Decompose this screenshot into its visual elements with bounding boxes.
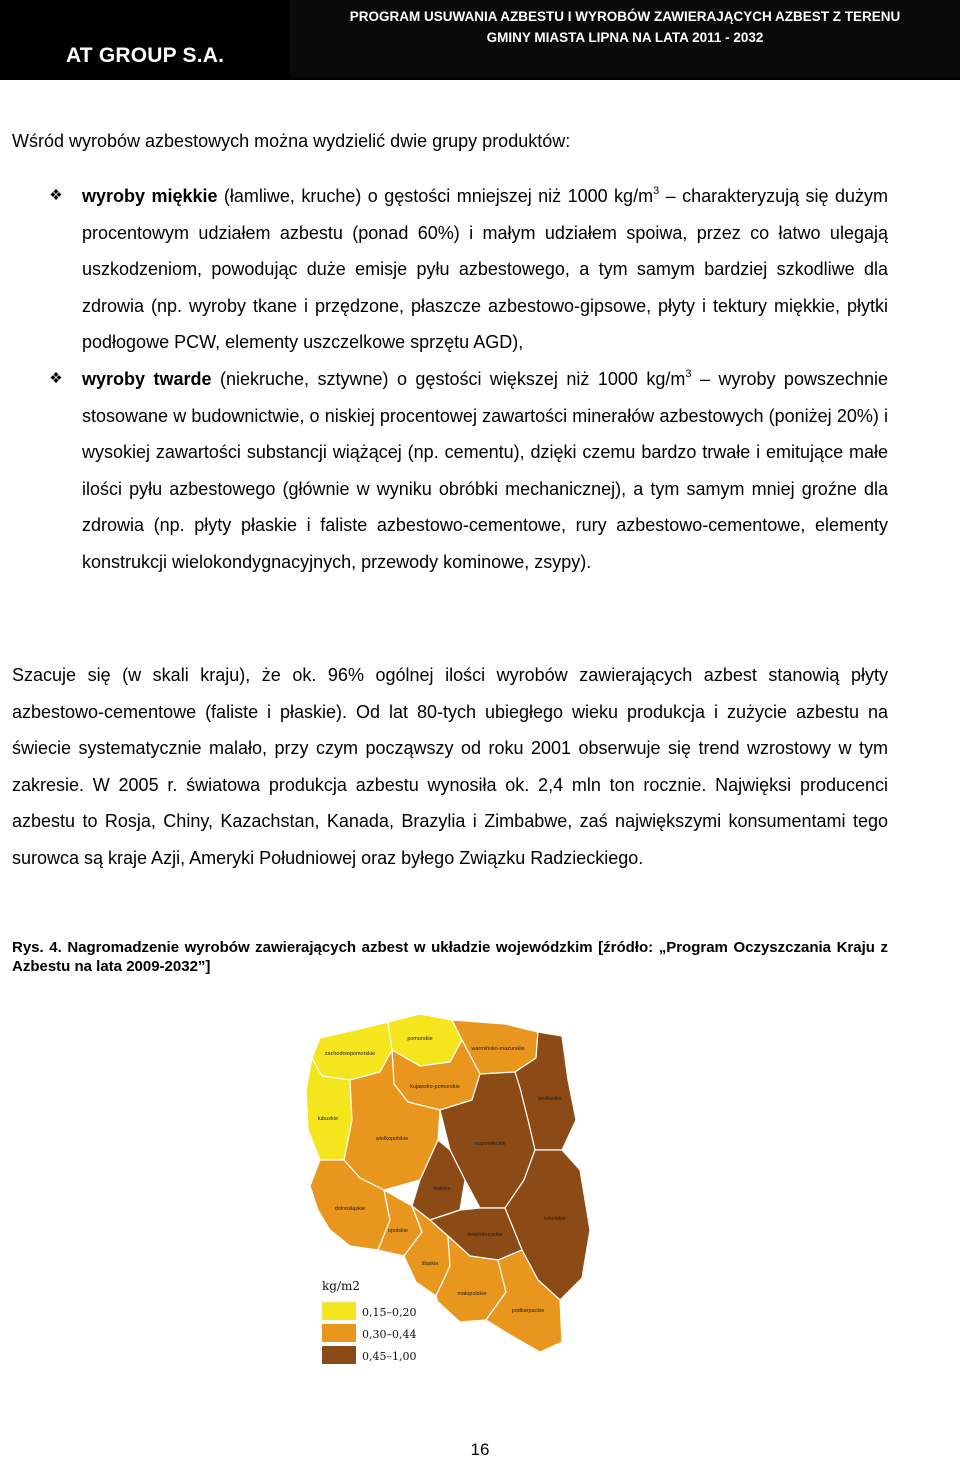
hard-text-a: (niekruche, sztywne) o gęstości większej niż 1000 kg/m <box>211 368 686 389</box>
intro-sentence: Wśród wyrobów azbestowych można wydzielić dwie grupy produktów: <box>12 131 571 151</box>
term-hard: wyroby twarde <box>82 368 212 389</box>
legend-label-low: 0,15–0,20 <box>362 1306 417 1319</box>
legend-swatch-low <box>322 1302 356 1320</box>
soft-superscript: 3 <box>653 185 660 197</box>
body-paragraph: Szacuje się (w skali kraju), że ok. 96% ogólnej ilości wyrobów zawierających azbest stanowią płyty azbestowo-cementowe (faliste i płaskie). Od lat 80-tych ubiegłego wieku produkcja i zużycie azbestu na świecie systematycznie malało, przy czym począwszy od roku 2001 obserwuje się trend wzrostowy w tym zakresie. W 2005 r. światowa produkcja azbestu wynosiła ok. 2,4 mln ton rocznie. Najwięksi producenci azbestu to Rosja, Chiny, Kazachstan, Kanada, Brazylia i Zimbabwe, zaś największymi konsumentami tego surowca są kraje Azji, Ameryki Południowej oraz byłego Związku Radzieckiego. <box>12 665 888 868</box>
list-item-hard-products <box>44 361 888 581</box>
label-mazowieckie: mazowieckie <box>474 1141 506 1147</box>
figure-caption: Rys. 4. Nagromadzenie wyrobów zawierających azbest w układzie wojewódzkim [źródło: „Program Oczyszczania Kraju z Azbestu na lata 2009-2032”] <box>12 939 888 975</box>
list-item-soft-products <box>44 178 888 361</box>
label-lubuskie: lubuskie <box>317 1116 339 1122</box>
legend-label-high: 0,45–1,00 <box>362 1350 417 1363</box>
poland-voivodeship-map <box>300 1010 630 1380</box>
label-slaskie: śląskie <box>421 1261 439 1267</box>
label-podkarpackie: podkarpackie <box>511 1308 545 1314</box>
company-logo-block <box>0 0 290 78</box>
label-opolskie: opolskie <box>387 1228 409 1234</box>
term-soft: wyroby miękkie <box>82 186 218 206</box>
page-number: 16 <box>470 1440 490 1459</box>
label-pomorskie: pomorskie <box>407 1036 433 1042</box>
company-name: AT GROUP S.A. <box>66 44 225 67</box>
map-legend <box>322 1279 416 1364</box>
label-kujawsko: kujawsko-pomorskie <box>410 1084 460 1090</box>
header-divider <box>0 78 960 80</box>
label-swietokrzyskie: świętokrzyskie <box>467 1232 503 1238</box>
label-podlaskie: podlaskie <box>538 1096 562 1102</box>
soft-text-b: – charakteryzują się dużym procentowym udziałem azbestu (ponad 60%) i małym udziałem spoiwa, przez co łatwo ulegają uszkodzeniom, powodując duże emisje pyłu azbestowego, a tym samym bardziej szkodliwe dla zdrowia (np. wyroby tkane i przędzone, płaszcze azbestowo-gipsowe, płyty i tektury miękkie, płytki podłogowe PCW, elementy uszczelkowe sprzętu AGD), <box>82 186 888 353</box>
label-warminsko: warmińsko-mazurskie <box>471 1046 525 1052</box>
diamond-bullet-icon: ❖ <box>49 187 63 204</box>
document-title-line1: PROGRAM USUWANIA AZBESTU I WYROBÓW ZAWIERAJĄCYCH AZBEST Z TERENU <box>349 9 901 24</box>
hard-text-b: – wyroby powszechnie stosowane w budownictwie, o niskiej procentowej zawartości minerałów azbestowych (poniżej 20%) i wysokiej zawartości substancji wiążącej (np. cementu), dzięki czemu bardzo trwałe i emitujące małe ilości pyłu azbestowego (głównie w wyniku obróbki mechanicznej), a tym samym mniej groźne dla zdrowia (np. płyty płaskie i faliste azbestowo-cementowe, rury azbestowo-cementowe, elementy konstrukcji wielokondygnacyjnych, przewody kominowe, zsypy). <box>82 368 888 572</box>
legend-unit: kg/m2 <box>322 1279 361 1293</box>
label-dolnoslaskie: dolnośląskie <box>334 1206 366 1212</box>
label-lodzkie: łódzkie <box>433 1186 451 1192</box>
label-zachodniopomorskie: zachodniopomorskie <box>324 1051 376 1057</box>
legend-label-mid: 0,30–0,44 <box>362 1328 417 1341</box>
legend-swatch-mid <box>322 1324 356 1342</box>
label-wielkopolskie: wielkopolskie <box>375 1136 409 1142</box>
soft-text-a: (łamliwe, kruche) o gęstości mniejszej niż 1000 kg/m <box>217 186 654 206</box>
document-title-block <box>290 0 960 78</box>
label-lubelskie: lubelskie <box>544 1216 566 1222</box>
page-header <box>0 0 960 80</box>
hard-superscript: 3 <box>685 367 692 380</box>
product-groups-list <box>44 178 888 581</box>
legend-swatch-high <box>322 1346 356 1364</box>
diamond-bullet-icon: ❖ <box>49 369 63 387</box>
document-title-line2: GMINY MIASTA LIPNA NA LATA 2011 - 2032 <box>486 30 764 45</box>
label-malopolskie: małopolskie <box>457 1291 487 1297</box>
